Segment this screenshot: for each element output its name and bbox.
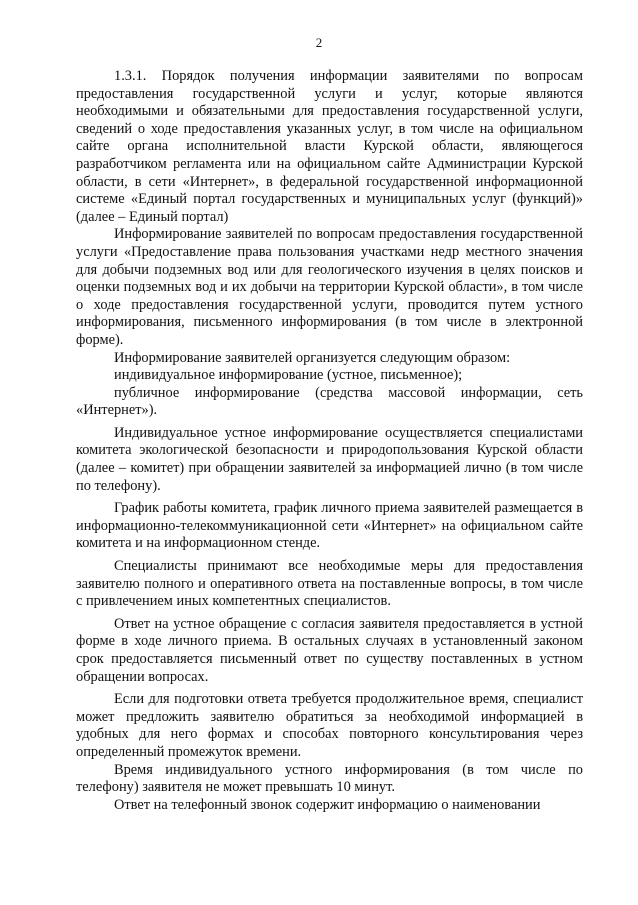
paragraph-schedule: График работы комитета, график личного приема заявителей размещается в информационно-телекоммуникационной сети «Интернет» на официальном сайте комитета и на информационном стенде. [76, 500, 583, 552]
paragraph-organization: Информирование заявителей организуется следующим образом: [114, 349, 511, 366]
document-body [76, 68, 583, 814]
paragraph-time-limit: Время индивидуального устного информирования (в том числе по телефону) заявителя не может превышать 10 минут. [76, 761, 583, 796]
page-number: 2 [315, 35, 323, 50]
paragraph-individual-informing: индивидуальное информирование (устное, письменное); [114, 367, 463, 384]
paragraph-1-3-1: 1.3.1. Порядок получения информации заявителями по вопросам предоставления государственной услуги и услуг, которые являются необходимыми и обязательными для предоставления государственной услуги, сведений о ходе предоставления указанных услуг, в том числе на официальном сайте органа исполнительной власти Курской области, являющегося разработчиком регламента или на официальном сайте Администрации Курской области, в сети «Интернет», в федеральной государственной информационной системе «Единый портал государственных и муниципальных услуг (функций)» (далее – Единый портал) [76, 68, 583, 225]
paragraph-preparation-time: Если для подготовки ответа требуется продолжительное время, специалист может предложить заявителю обратиться за необходимой информацией в удобных для него формах и способах повторного консультирования через определенный промежуток времени. [76, 691, 583, 760]
paragraph-oral-informing: Индивидуальное устное информирование осуществляется специалистами комитета экологической безопасности и природопользования Курской области (далее – комитет) при обращении заявителей за информацией лично (в том числе по телефону). [76, 424, 583, 494]
paragraph-specialists: Специалисты принимают все необходимые меры для предоставления заявителю полного и оперативного ответа на поставленные вопросы, в том числе с привлечением иных компетентных специалистов. [76, 558, 583, 610]
paragraph-informing-scope: Информирование заявителей по вопросам предоставления государственной услуги «Предоставление права пользования участками недр местного значения для добычи подземных вод или для геологического изучения в целях поисков и оценки подземных вод и их добычи на территории Курской области», в том числе о ходе предоставления государственной услуги, проводится путем устного информирования, письменного информирования (в том числе в электронной форме). [76, 226, 583, 348]
paragraph-public-informing: публичное информирование (средства массовой информации, сеть «Интернет»). [76, 384, 583, 419]
paragraph-phone-answer: Ответ на телефонный звонок содержит информацию о наименовании [114, 796, 541, 813]
paragraph-oral-answer: Ответ на устное обращение с согласия заявителя предоставляется в устной форме в ходе личного приема. В остальных случаях в установленный законом срок предоставляется письменный ответ по существу поставленных в устном обращении вопросах. [76, 615, 583, 685]
